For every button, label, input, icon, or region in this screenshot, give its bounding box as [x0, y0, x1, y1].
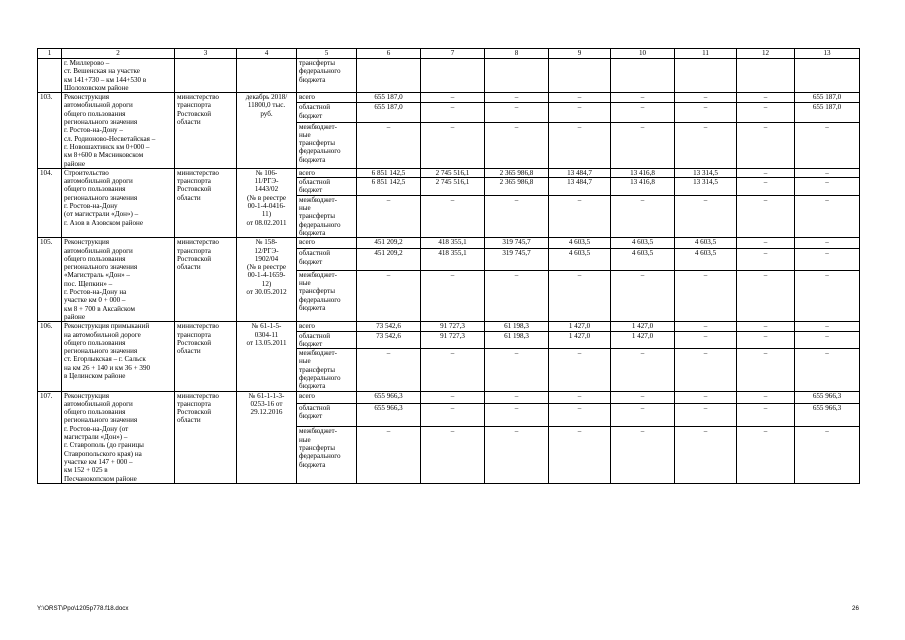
- value-cell: 655 966,3: [795, 391, 860, 403]
- value-cell: –: [421, 122, 485, 168]
- value-cell: 418 355,1: [421, 238, 485, 249]
- value-cell: –: [485, 195, 549, 237]
- value-cell: –: [357, 270, 421, 321]
- value-cell: 61 198,3: [485, 331, 549, 349]
- value-cell: –: [737, 322, 795, 331]
- value-cell: –: [795, 195, 860, 237]
- header-cell: 12: [737, 49, 795, 59]
- table-row: [38, 391, 860, 403]
- value-cell: –: [611, 93, 675, 103]
- value-cell: 13 416,8: [611, 168, 675, 177]
- value-cell: –: [485, 93, 549, 103]
- value-cell: 4 603,5: [675, 249, 737, 270]
- value-cell: –: [737, 178, 795, 196]
- value-cell: –: [795, 270, 860, 321]
- value-cell: –: [485, 403, 549, 426]
- value-cell: –: [611, 270, 675, 321]
- value-cell: –: [795, 427, 860, 484]
- value-cell: –: [795, 249, 860, 270]
- value-cell: –: [611, 427, 675, 484]
- value-cell: 319 745,7: [485, 249, 549, 270]
- value-cell: 6 851 142,5: [357, 168, 421, 177]
- value-cell: 13 416,8: [611, 178, 675, 196]
- value-cell: –: [549, 427, 611, 484]
- value-cell: –: [549, 391, 611, 403]
- value-cell: [611, 59, 675, 93]
- value-cell: –: [549, 270, 611, 321]
- value-cell: 655 966,3: [357, 391, 421, 403]
- funding-source-cell: межбюджет- ные трансферты федерального бюджета: [297, 122, 357, 168]
- funding-source-cell: межбюджет- ные трансферты федерального бюджета: [297, 195, 357, 237]
- document-cell: № 61-1-5- 0304-11 от 13.05.2011: [237, 322, 297, 391]
- row-number-cell: 103.: [38, 93, 62, 169]
- value-cell: –: [737, 93, 795, 103]
- value-cell: 2 365 986,8: [485, 178, 549, 196]
- value-cell: –: [611, 349, 675, 391]
- value-cell: 61 198,3: [485, 322, 549, 331]
- value-cell: [737, 59, 795, 93]
- value-cell: 4 603,5: [611, 238, 675, 249]
- value-cell: –: [737, 427, 795, 484]
- funding-source-cell: межбюджет- ные трансферты федерального бюджета: [297, 427, 357, 484]
- header-cell: 5: [297, 49, 357, 59]
- budget-table: [37, 48, 860, 484]
- value-cell: –: [675, 93, 737, 103]
- header-cell: 11: [675, 49, 737, 59]
- value-cell: 1 427,0: [549, 322, 611, 331]
- value-cell: [549, 59, 611, 93]
- row-number-cell: 105.: [38, 238, 62, 322]
- value-cell: –: [485, 270, 549, 321]
- organization-cell: министерство транспорта Ростовской области: [175, 93, 237, 169]
- funding-source-cell: областной бюджет: [297, 249, 357, 270]
- value-cell: 418 355,1: [421, 249, 485, 270]
- value-cell: 73 542,6: [357, 331, 421, 349]
- header-cell: 10: [611, 49, 675, 59]
- value-cell: 13 484,7: [549, 178, 611, 196]
- organization-cell: министерство транспорта Ростовской области: [175, 322, 237, 391]
- value-cell: 451 209,2: [357, 249, 421, 270]
- value-cell: –: [675, 403, 737, 426]
- value-cell: –: [675, 195, 737, 237]
- value-cell: –: [737, 391, 795, 403]
- value-cell: [485, 59, 549, 93]
- funding-source-cell: областной бюджет: [297, 103, 357, 122]
- object-name-cell: Реконструкция примыканий на автомобильной дороге общего пользования регионального значения ст. Егорлыкская – г. Сальск на км 26 + 140 и км 36 + 390 в Целинском районе: [62, 322, 175, 391]
- value-cell: –: [357, 349, 421, 391]
- document-cell: [237, 59, 297, 93]
- value-cell: 4 603,5: [549, 249, 611, 270]
- value-cell: 13 484,7: [549, 168, 611, 177]
- header-cell: 9: [549, 49, 611, 59]
- value-cell: –: [357, 427, 421, 484]
- value-cell: [675, 59, 737, 93]
- funding-source-cell: всего: [297, 391, 357, 403]
- value-cell: –: [611, 103, 675, 122]
- value-cell: –: [485, 103, 549, 122]
- object-name-cell: Реконструкция автомобильной дороги общего пользования регионального значения г. Ростов-на-Дону – сл. Родионово-Несветайская – г. Новошахтинск км 0+000 – км 8+600 в Мясниковском районе: [62, 93, 175, 169]
- value-cell: –: [485, 122, 549, 168]
- value-cell: –: [611, 403, 675, 426]
- funding-source-cell: трансферты федерального бюджета: [297, 59, 357, 93]
- value-cell: –: [421, 103, 485, 122]
- value-cell: –: [737, 331, 795, 349]
- value-cell: –: [675, 103, 737, 122]
- value-cell: –: [737, 195, 795, 237]
- value-cell: –: [357, 195, 421, 237]
- value-cell: 91 727,3: [421, 322, 485, 331]
- document-cell: № 106- 11/РГЭ- 1443/02 (№ в реестре 00-1-4-0416- 11) от 08.02.2011: [237, 168, 297, 237]
- table-row: [38, 168, 860, 177]
- value-cell: –: [549, 195, 611, 237]
- header-cell: 6: [357, 49, 421, 59]
- funding-source-cell: всего: [297, 93, 357, 103]
- value-cell: –: [485, 427, 549, 484]
- funding-source-cell: межбюджет- ные трансферты федерального бюджета: [297, 270, 357, 321]
- funding-source-cell: всего: [297, 238, 357, 249]
- value-cell: –: [421, 195, 485, 237]
- value-cell: –: [611, 195, 675, 237]
- object-name-cell: Реконструкция автомобильной дороги общего пользования регионального значения г. Ростов-на-Дону (от магистрали «Дон») – г. Ставрополь (до границы Ставропольского края) на участке км 147 + 000 – км 152 + 025 в Песчанокопском районе: [62, 391, 175, 483]
- organization-cell: министерство транспорта Ростовской области: [175, 168, 237, 237]
- funding-source-cell: областной бюджет: [297, 403, 357, 426]
- header-cell: 13: [795, 49, 860, 59]
- value-cell: –: [421, 93, 485, 103]
- value-cell: –: [737, 403, 795, 426]
- value-cell: 655 187,0: [357, 93, 421, 103]
- value-cell: 319 745,7: [485, 238, 549, 249]
- document-cell: декабрь 2018/ 11800,0 тыс. руб.: [237, 93, 297, 169]
- value-cell: –: [795, 178, 860, 196]
- value-cell: –: [795, 168, 860, 177]
- value-cell: 13 314,5: [675, 178, 737, 196]
- header-cell: 8: [485, 49, 549, 59]
- value-cell: –: [737, 238, 795, 249]
- table-row: [38, 93, 860, 103]
- value-cell: 655 966,3: [795, 403, 860, 426]
- object-name-cell: г. Миллерово – ст. Вешенская на участке км 141+730 – км 144+530 в Шолоховском районе: [62, 59, 175, 93]
- value-cell: –: [795, 322, 860, 331]
- value-cell: 4 603,5: [611, 249, 675, 270]
- value-cell: –: [549, 403, 611, 426]
- value-cell: –: [611, 391, 675, 403]
- value-cell: –: [795, 331, 860, 349]
- value-cell: –: [549, 103, 611, 122]
- value-cell: –: [675, 322, 737, 331]
- document-cell: № 158- 12/РГЭ- 1902/04 (№ в реестре 00-1-4-1659- 12) от 30.05.2012: [237, 238, 297, 322]
- value-cell: [795, 59, 860, 93]
- funding-source-cell: всего: [297, 322, 357, 331]
- table-row: [38, 238, 860, 249]
- value-cell: –: [795, 122, 860, 168]
- value-cell: –: [675, 349, 737, 391]
- value-cell: 13 314,5: [675, 168, 737, 177]
- table-row: [38, 322, 860, 331]
- organization-cell: министерство транспорта Ростовской области: [175, 391, 237, 483]
- header-cell: 2: [62, 49, 175, 59]
- value-cell: –: [737, 270, 795, 321]
- value-cell: –: [421, 427, 485, 484]
- footer-page-number: 26: [852, 605, 859, 612]
- value-cell: 655 187,0: [357, 103, 421, 122]
- header-row: [38, 49, 860, 59]
- continuation-row: [38, 59, 860, 93]
- value-cell: –: [421, 349, 485, 391]
- footer-file-path: Y:\ORST\Ppo\1205p778.f18.docx: [37, 605, 129, 612]
- value-cell: 1 427,0: [611, 331, 675, 349]
- value-cell: 2 365 986,8: [485, 168, 549, 177]
- header-cell: 3: [175, 49, 237, 59]
- value-cell: –: [549, 93, 611, 103]
- value-cell: –: [675, 331, 737, 349]
- value-cell: 451 209,2: [357, 238, 421, 249]
- row-number-cell: 106.: [38, 322, 62, 391]
- value-cell: –: [737, 168, 795, 177]
- value-cell: 655 187,0: [795, 103, 860, 122]
- value-cell: –: [675, 122, 737, 168]
- value-cell: –: [795, 238, 860, 249]
- value-cell: [357, 59, 421, 93]
- value-cell: –: [737, 103, 795, 122]
- header-cell: 4: [237, 49, 297, 59]
- value-cell: 2 745 516,1: [421, 168, 485, 177]
- value-cell: –: [737, 122, 795, 168]
- object-name-cell: Реконструкция автомобильной дороги общего пользования регионального значения «Магистраль «Дон» – пос. Щепкин» – г. Ростов-на-Дону на участке км 0 + 000 – км 8 + 700 в Аксайском районе: [62, 238, 175, 322]
- value-cell: –: [485, 391, 549, 403]
- value-cell: –: [675, 270, 737, 321]
- organization-cell: [175, 59, 237, 93]
- value-cell: 2 745 516,1: [421, 178, 485, 196]
- document-cell: № 61-1-1-3- 0253-16 от 29.12.2016: [237, 391, 297, 483]
- funding-source-cell: областной бюджет: [297, 331, 357, 349]
- value-cell: –: [421, 270, 485, 321]
- value-cell: –: [357, 122, 421, 168]
- row-number-cell: 104.: [38, 168, 62, 237]
- value-cell: 655 966,3: [357, 403, 421, 426]
- value-cell: [421, 59, 485, 93]
- object-name-cell: Строительство автомобильной дороги общего пользования регионального значения г. Ростов-на-Дону (от магистрали «Дон») – г. Азов в Азовском районе: [62, 168, 175, 237]
- value-cell: –: [795, 349, 860, 391]
- value-cell: 91 727,3: [421, 331, 485, 349]
- value-cell: –: [549, 349, 611, 391]
- value-cell: –: [549, 122, 611, 168]
- value-cell: 4 603,5: [675, 238, 737, 249]
- value-cell: –: [421, 403, 485, 426]
- row-number-cell: 107.: [38, 391, 62, 483]
- row-number-cell: [38, 59, 62, 93]
- value-cell: 1 427,0: [611, 322, 675, 331]
- value-cell: –: [737, 349, 795, 391]
- organization-cell: министерство транспорта Ростовской области: [175, 238, 237, 322]
- value-cell: –: [675, 427, 737, 484]
- header-cell: 7: [421, 49, 485, 59]
- value-cell: –: [485, 349, 549, 391]
- value-cell: 1 427,0: [549, 331, 611, 349]
- funding-source-cell: всего: [297, 168, 357, 177]
- funding-source-cell: областной бюджет: [297, 178, 357, 196]
- value-cell: 6 851 142,5: [357, 178, 421, 196]
- value-cell: –: [421, 391, 485, 403]
- value-cell: –: [675, 391, 737, 403]
- funding-source-cell: межбюджет- ные трансферты федерального бюджета: [297, 349, 357, 391]
- value-cell: 73 542,6: [357, 322, 421, 331]
- value-cell: 655 187,0: [795, 93, 860, 103]
- value-cell: 4 603,5: [549, 238, 611, 249]
- value-cell: –: [737, 249, 795, 270]
- value-cell: –: [611, 122, 675, 168]
- header-cell: 1: [38, 49, 62, 59]
